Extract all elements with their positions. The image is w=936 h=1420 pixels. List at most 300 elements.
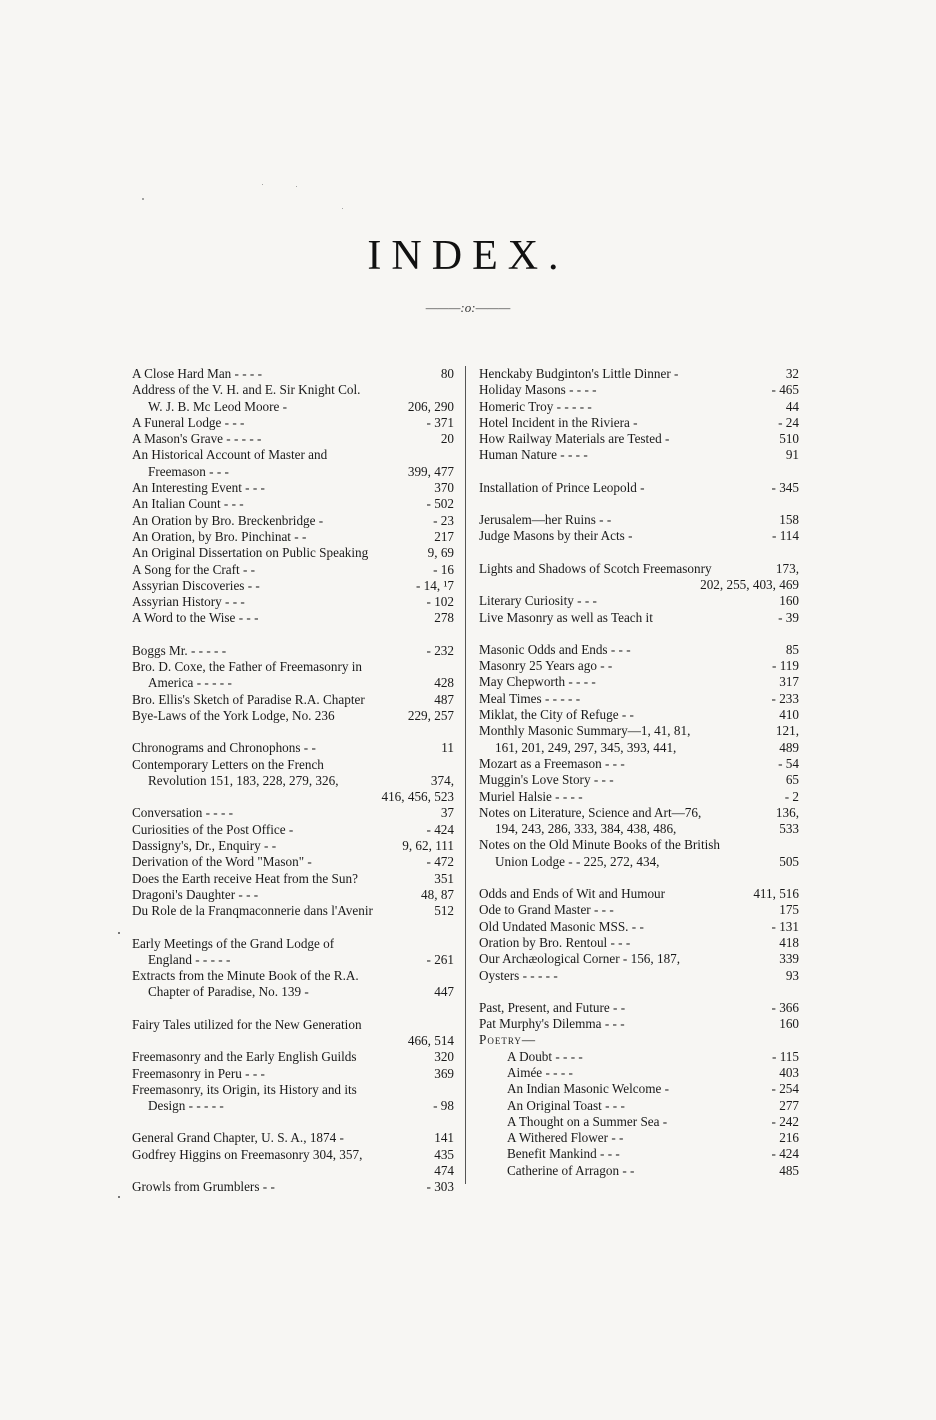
entry-title: Miklat, the City of Refuge - - (479, 707, 634, 723)
index-entry (132, 578, 454, 594)
index-entry-line (132, 805, 454, 821)
entry-title: How Railway Materials are Tested - (479, 431, 670, 447)
entry-title: A Withered Flower - - (507, 1130, 624, 1146)
title-ornament: ———:o:——— (425, 300, 511, 315)
entry-page-numbers: - 366 (771, 999, 799, 1015)
index-entry (132, 480, 454, 496)
index-entry (132, 740, 454, 756)
index-entry (479, 431, 799, 447)
index-entry-line (479, 902, 799, 918)
index-entry-line (132, 757, 454, 773)
index-entry (132, 366, 454, 382)
index-entry (132, 1049, 454, 1065)
entry-page-numbers: - 24 (778, 414, 799, 430)
entry-gap (132, 1001, 454, 1017)
index-entry-line (132, 740, 454, 756)
entry-title: An Historical Account of Master and (132, 447, 328, 463)
entry-title: Freemasonry, its Origin, its History and its (132, 1081, 357, 1097)
index-entry-line (132, 366, 454, 382)
entry-title: Hotel Incident in the Riviera - (479, 414, 638, 430)
entry-title: General Grand Chapter, U. S. A., 1874 - (132, 1130, 344, 1146)
index-entry (132, 805, 454, 821)
index-entry (479, 756, 799, 772)
entry-page-numbers: 9, 62, 111 (402, 838, 454, 854)
index-entry-line (479, 642, 799, 658)
index-entry (479, 1065, 799, 1081)
index-entry-line (132, 562, 454, 578)
page-title: INDEX. (367, 233, 569, 279)
entry-page-numbers: 489 (779, 739, 799, 755)
index-entry (479, 805, 799, 838)
entry-gap (132, 724, 454, 740)
index-entry (132, 431, 454, 447)
entry-page-numbers: - 233 (771, 690, 799, 706)
index-entry-line (479, 691, 799, 707)
index-entry (479, 1098, 799, 1114)
entry-page-numbers: - 131 (771, 918, 799, 934)
entry-title: Past, Present, and Future - - (479, 999, 626, 1015)
index-entry-line (479, 366, 799, 382)
index-entry-line (132, 1098, 454, 1114)
scan-speck (296, 186, 297, 187)
index-entry (132, 968, 454, 1001)
scan-speck (342, 208, 343, 209)
index-entry-line (132, 871, 454, 887)
index-entry-line (132, 968, 454, 984)
index-entry (479, 1081, 799, 1097)
index-entry-line (132, 610, 454, 626)
index-entry-line (132, 887, 454, 903)
index-entry (132, 529, 454, 545)
entry-page-numbers: - 424 (426, 821, 454, 837)
entry-title: Chronograms and Chronophons - - (132, 740, 316, 756)
entry-page-numbers: 91 (785, 447, 799, 463)
index-entry-line (479, 480, 799, 496)
entry-page-numbers: 399, 477 (407, 463, 454, 479)
index-entry-line (132, 643, 454, 659)
entry-page-numbers: 533 (779, 821, 799, 837)
entry-title: Notes on Literature, Science and Art—76, (479, 804, 702, 820)
index-left-column (132, 366, 454, 1196)
entry-page-numbers: - 345 (771, 479, 799, 495)
index-entry-line (479, 707, 799, 723)
entry-page-numbers: 160 (779, 593, 799, 609)
entry-page-numbers: 141 (434, 1130, 454, 1146)
entry-page-numbers: 485 (779, 1162, 799, 1178)
entry-page-numbers: 428 (434, 675, 454, 691)
index-entry-line (479, 805, 799, 821)
entry-title: Growls from Grumblers - - (132, 1179, 275, 1195)
entry-title: Installation of Prince Leopold - (479, 479, 645, 495)
index-entry-line (479, 561, 799, 577)
entry-title: Boggs Mr. - - - - - (132, 642, 227, 658)
entry-page-numbers: 216 (779, 1130, 799, 1146)
entry-title: An Italian Count - - - (132, 496, 244, 512)
index-entry-line (479, 382, 799, 398)
entry-page-numbers: 206, 290 (407, 398, 454, 414)
entry-title: Freemason - - - (148, 463, 229, 479)
index-entry (479, 789, 799, 805)
entry-title: Du Role de la Franqmaconnerie dans l'Avenir (132, 903, 373, 919)
index-entry-line (479, 1000, 799, 1016)
index-entry (132, 1147, 454, 1180)
index-entry (479, 723, 799, 756)
entry-title: Old Undated Masonic MSS. - - (479, 918, 644, 934)
index-entry-line (479, 740, 799, 756)
entry-gap (479, 464, 799, 480)
column-divider (465, 366, 466, 1184)
index-entry (132, 936, 454, 969)
index-entry-line (479, 658, 799, 674)
index-entry (132, 594, 454, 610)
index-entry (132, 545, 454, 561)
entry-title: Benefit Mankind - - - (507, 1146, 620, 1162)
entry-title: A Mason's Grave - - - - - (132, 431, 262, 447)
entry-page-numbers: - 303 (426, 1179, 454, 1195)
index-entry-line (479, 837, 799, 853)
index-entry (132, 513, 454, 529)
entry-page-numbers: 202, 255, 403, 469 (700, 576, 799, 592)
entry-title: Henckaby Budginton's Little Dinner - (479, 366, 679, 381)
entry-page-numbers: - 502 (426, 496, 454, 512)
index-entry-line (479, 447, 799, 463)
index-entry (132, 1017, 454, 1050)
index-entry-line (132, 984, 454, 1000)
entry-page-numbers: - 102 (426, 594, 454, 610)
index-entry (132, 822, 454, 838)
entry-page-numbers: - 261 (426, 951, 454, 967)
entry-page-numbers: - 232 (426, 642, 454, 658)
entry-title: 161, 201, 249, 297, 345, 393, 441, (495, 739, 677, 755)
entry-title: W. J. B. Mc Leod Moore - (148, 398, 288, 414)
entry-title: An Indian Masonic Welcome - (507, 1081, 670, 1097)
index-entry-line (132, 431, 454, 447)
entry-page-numbers: 229, 257 (407, 707, 454, 723)
index-entry-line (132, 1049, 454, 1065)
index-entry-line (507, 1065, 799, 1081)
entry-page-numbers: 466, 514 (407, 1032, 454, 1048)
entry-page-numbers: - 39 (778, 609, 799, 625)
entry-title: A Thought on a Summer Sea - (507, 1113, 668, 1129)
index-entry (479, 415, 799, 431)
entry-title: Monthly Masonic Summary—1, 41, 81, (479, 723, 691, 739)
entry-title: Our Archæological Corner - 156, 187, (479, 951, 681, 967)
index-entry-line (479, 886, 799, 902)
entry-title: Extracts from the Minute Book of the R.A. (132, 968, 359, 984)
entry-page-numbers: - 424 (771, 1146, 799, 1162)
index-entry-line (479, 919, 799, 935)
index-entry (132, 415, 454, 431)
entry-title: Bye-Laws of the York Lodge, No. 236 (132, 707, 335, 723)
entry-title: Bro. Ellis's Sketch of Paradise R.A. Chapter (132, 691, 365, 707)
entry-page-numbers: 320 (434, 1049, 454, 1065)
entry-title: Notes on the Old Minute Books of the British (479, 837, 721, 853)
entry-title: Contemporary Letters on the French (132, 756, 324, 772)
entry-page-numbers: 474 (434, 1163, 454, 1179)
entry-page-numbers: - 472 (426, 854, 454, 870)
entry-title: Oration by Bro. Rentoul - - - (479, 934, 631, 950)
index-entry (479, 610, 799, 626)
entry-title: Conversation - - - - (132, 805, 234, 821)
entry-title: Lights and Shadows of Scotch Freemasonry (479, 560, 712, 576)
entry-page-numbers: - 23 (433, 512, 454, 528)
index-entry-line (479, 610, 799, 626)
entry-page-numbers: 160 (779, 1016, 799, 1032)
entry-page-numbers: 403 (779, 1064, 799, 1080)
entry-title: Literary Curiosity - - - (479, 593, 597, 609)
index-entry-line (132, 1179, 454, 1195)
scan-speck (118, 1196, 120, 1198)
entry-title: Judge Masons by their Acts - (479, 528, 633, 544)
entry-title: Masonic Odds and Ends - - - (479, 641, 631, 657)
entry-title: Jerusalem—her Ruins - - (479, 512, 612, 528)
entry-page-numbers: - 465 (771, 382, 799, 398)
index-entry (479, 561, 799, 594)
index-entry-line (132, 659, 454, 675)
entry-gap (132, 627, 454, 643)
entry-title: Oysters - - - - - (479, 967, 558, 983)
index-entry (479, 1032, 799, 1048)
index-entry-line (507, 1049, 799, 1065)
entry-title: Pat Murphy's Dilemma - - - (479, 1016, 625, 1032)
index-entry-line (479, 756, 799, 772)
index-entry-line (132, 415, 454, 431)
index-entry-line (132, 578, 454, 594)
entry-title: A Funeral Lodge - - - (132, 414, 245, 430)
index-entry-line (479, 431, 799, 447)
entry-title: A Song for the Craft - - (132, 561, 256, 577)
entry-page-numbers: 512 (434, 903, 454, 919)
index-entry-line (132, 382, 454, 398)
entry-title: Homeric Troy - - - - - (479, 398, 592, 414)
index-entry-line (132, 1017, 454, 1033)
index-entry (132, 562, 454, 578)
index-entry-line (507, 1098, 799, 1114)
entry-page-numbers: - 2 (784, 788, 799, 804)
entry-page-numbers: 487 (434, 691, 454, 707)
index-entry (479, 674, 799, 690)
index-entry-line (132, 594, 454, 610)
entry-page-numbers: - 114 (772, 528, 799, 544)
index-entry-line (507, 1081, 799, 1097)
index-entry (132, 871, 454, 887)
index-entry-line (132, 447, 454, 463)
entry-title: 194, 243, 286, 333, 384, 438, 486, (495, 821, 677, 837)
entry-page-numbers: 374, (430, 772, 454, 788)
entry-page-numbers: 370 (434, 480, 454, 496)
entry-title: A Word to the Wise - - - (132, 610, 259, 626)
entry-title: A Close Hard Man - - - - (132, 366, 263, 381)
index-entry (132, 1082, 454, 1115)
entry-title: Muriel Halsie - - - - (479, 788, 583, 804)
entry-title: May Chepworth - - - - (479, 674, 596, 690)
index-entry (132, 887, 454, 903)
index-entry (479, 512, 799, 528)
entry-title: America - - - - - (148, 675, 232, 691)
index-entry-line (507, 1114, 799, 1130)
entry-gap (479, 984, 799, 1000)
entry-page-numbers: 32 (785, 366, 799, 381)
index-entry-line (132, 1130, 454, 1146)
index-entry (479, 399, 799, 415)
entry-page-numbers: 447 (434, 984, 454, 1000)
index-entry (479, 772, 799, 788)
index-entry-line (479, 951, 799, 967)
index-entry-line (132, 822, 454, 838)
index-entry (479, 382, 799, 398)
entry-title: Assyrian History - - - (132, 594, 245, 610)
scan-speck (142, 198, 144, 200)
entry-page-numbers: - 54 (778, 755, 799, 771)
entry-page-numbers: 44 (785, 398, 799, 414)
index-entry (479, 707, 799, 723)
entry-page-numbers: 505 (779, 853, 799, 869)
index-entry (132, 610, 454, 626)
entry-page-numbers: 11 (441, 740, 454, 756)
entry-page-numbers: 20 (440, 431, 454, 447)
index-entry (479, 366, 799, 382)
entry-gap (132, 920, 454, 936)
index-entry-line (479, 674, 799, 690)
index-entry-line (479, 1016, 799, 1032)
entry-title: Dassigny's, Dr., Enquiry - - (132, 838, 277, 854)
entry-page-numbers: 175 (779, 902, 799, 918)
entry-title: Godfrey Higgins on Freemasonry 304, 357, (132, 1146, 363, 1162)
index-entry (479, 658, 799, 674)
index-entry (479, 1163, 799, 1179)
index-entry (479, 642, 799, 658)
entry-page-numbers: 317 (779, 674, 799, 690)
entry-gap (132, 1114, 454, 1130)
entry-page-numbers: 136, (775, 804, 799, 820)
entry-title: Chapter of Paradise, No. 139 - (148, 984, 309, 1000)
index-entry-line (479, 935, 799, 951)
index-right-column (479, 366, 799, 1179)
index-entry (132, 1179, 454, 1195)
entry-page-numbers: 217 (434, 528, 454, 544)
entry-page-numbers: 277 (779, 1097, 799, 1113)
index-entry-line (132, 496, 454, 512)
index-entry-line (132, 936, 454, 952)
entry-title: Meal Times - - - - - (479, 690, 581, 706)
index-entry (479, 1146, 799, 1162)
entry-title: Derivation of the Word "Mason" - (132, 854, 312, 870)
index-entry-line (132, 1066, 454, 1082)
entry-page-numbers: - 371 (426, 414, 454, 430)
entry-title: Catherine of Arragon - - (507, 1162, 635, 1178)
entry-page-numbers: 65 (785, 772, 799, 788)
entry-title: Curiosities of the Post Office - (132, 821, 294, 837)
index-entry-line (132, 529, 454, 545)
index-entry-line (132, 838, 454, 854)
entry-title: Human Nature - - - - (479, 447, 588, 463)
entry-title: An Interesting Event - - - (132, 480, 265, 496)
entry-title: Freemasonry in Peru - - - (132, 1065, 265, 1081)
index-entry (479, 1016, 799, 1032)
entry-page-numbers: 418 (779, 934, 799, 950)
index-entry (479, 447, 799, 463)
index-entry (132, 1130, 454, 1146)
index-entry-line (132, 773, 454, 789)
index-entry (479, 691, 799, 707)
entry-page-numbers: 158 (779, 512, 799, 528)
index-entry-line (479, 772, 799, 788)
index-entry-line (507, 1146, 799, 1162)
index-entry-line (479, 528, 799, 544)
entry-gap (479, 626, 799, 642)
index-entry (132, 447, 454, 480)
entry-title: An Original Dissertation on Public Speaking (132, 545, 369, 561)
entry-page-numbers: 351 (434, 870, 454, 886)
index-entry (479, 837, 799, 870)
entry-title: Mozart as a Freemason - - - (479, 755, 625, 771)
index-entry-line (479, 789, 799, 805)
index-entry (479, 1114, 799, 1130)
index-entry (132, 854, 454, 870)
entry-page-numbers: - 119 (772, 658, 799, 674)
index-entry (479, 480, 799, 496)
index-entry (132, 757, 454, 806)
index-entry (479, 935, 799, 951)
index-entry (132, 708, 454, 724)
index-entry (479, 902, 799, 918)
index-entry-line (479, 968, 799, 984)
entry-title: Holiday Masons - - - - (479, 382, 597, 398)
entry-page-numbers: 435 (434, 1146, 454, 1162)
index-entry-line (479, 415, 799, 431)
entry-title: Live Masonry as well as Teach it (479, 609, 653, 625)
entry-title: An Original Toast - - - (507, 1097, 625, 1113)
entry-title: An Oration, by Bro. Pinchinat - - (132, 528, 307, 544)
entry-page-numbers: - 242 (771, 1113, 799, 1129)
entry-page-numbers: 173, (775, 560, 799, 576)
entry-title: Odds and Ends of Wit and Humour (479, 886, 666, 902)
entry-title: Early Meetings of the Grand Lodge of (132, 935, 335, 951)
entry-page-numbers: 410 (779, 707, 799, 723)
index-entry-line (132, 1163, 454, 1179)
entry-page-numbers: 369 (434, 1065, 454, 1081)
index-entry (132, 692, 454, 708)
index-entry-line (479, 854, 799, 870)
index-entry (479, 968, 799, 984)
index-entry-line (132, 545, 454, 561)
entry-page-numbers: - 98 (433, 1098, 454, 1114)
index-entry (479, 886, 799, 902)
index-entry-line (132, 1033, 454, 1049)
entry-title: Revolution 151, 183, 228, 279, 326, (148, 772, 339, 788)
entry-page-numbers: - 115 (772, 1048, 799, 1064)
index-entry-line (479, 399, 799, 415)
index-entry-line (132, 480, 454, 496)
scan-speck (118, 932, 120, 934)
entry-page-numbers: 339 (779, 951, 799, 967)
index-entry-line (479, 1032, 799, 1048)
entry-page-numbers: 80 (440, 366, 454, 381)
index-entry-line (479, 723, 799, 739)
entry-gap (479, 545, 799, 561)
entry-page-numbers: - 14, ¹7 (415, 577, 454, 593)
index-entry (132, 382, 454, 415)
entry-page-numbers: 85 (785, 641, 799, 657)
entry-page-numbers: 37 (440, 805, 454, 821)
index-entry (479, 951, 799, 967)
entry-gap (479, 870, 799, 886)
entry-title: Assyrian Discoveries - - (132, 577, 260, 593)
index-entry-line (507, 1130, 799, 1146)
entry-title: Muggin's Love Story - - - (479, 772, 614, 788)
entry-title: Address of the V. H. and E. Sir Knight Col. (132, 382, 361, 398)
index-entry (479, 528, 799, 544)
